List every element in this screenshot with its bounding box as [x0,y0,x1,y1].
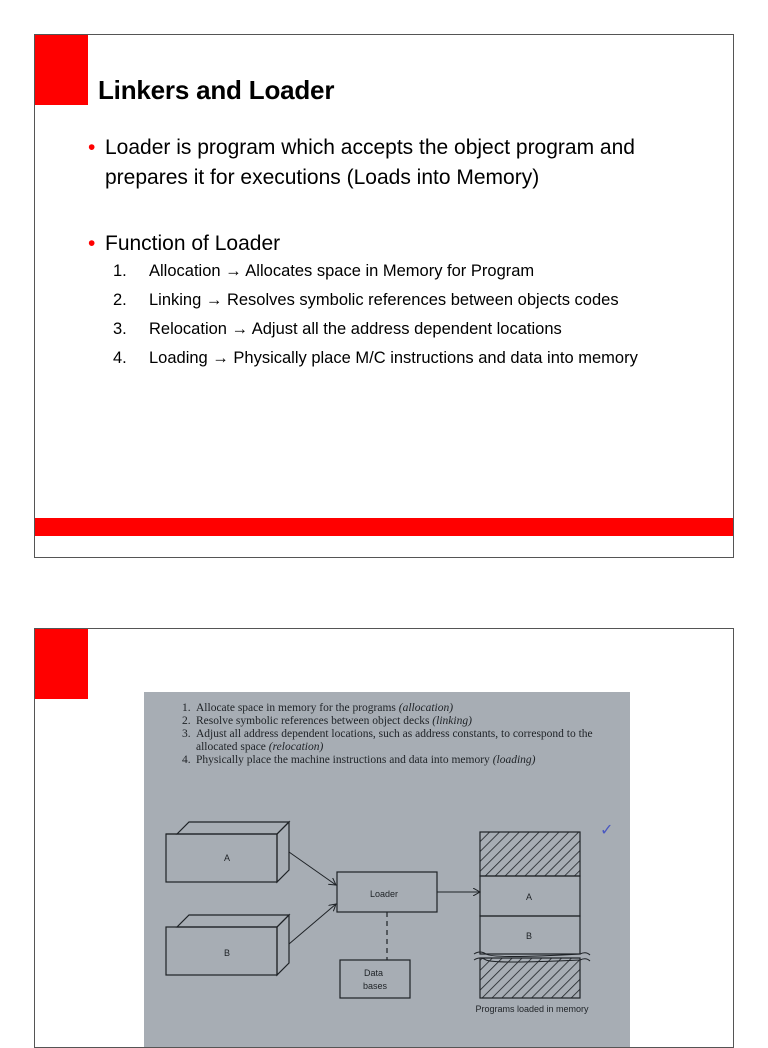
loader-label: Loader [370,889,399,899]
data-bases-label-1: Data [364,968,384,978]
list-number: 3. [182,728,191,740]
red-footer-bar [35,518,733,536]
list-number: 3. [113,320,127,338]
slide-2 [34,628,734,1048]
memory-column [474,832,590,998]
list-number: 2. [113,291,127,309]
list-tag: (loading) [492,754,536,766]
slide-title: Linkers and Loader [98,75,335,105]
list-number: 1. [182,702,191,714]
checkmark-annotation: ✓ [600,822,614,839]
bullet-item [88,229,688,259]
red-corner-block [35,629,88,699]
box-a-label: A [224,853,231,863]
list-text: Loading → Physically place M/C instructions and data into memory [149,349,638,367]
list-tag: (linking) [432,715,472,727]
list-text: Linking → Resolves symbolic references between objects codes [149,291,619,309]
list-text: Relocation → Adjust all the address dependent locations [149,320,562,338]
memory-caption: Programs loaded in memory [475,1004,589,1014]
bullet-marker: • [88,136,96,159]
data-bases-box [340,960,410,998]
object-deck-a [166,822,289,882]
list-number: 2. [182,715,191,727]
slide-1 [34,34,734,558]
arrow-b-to-loader [289,904,336,944]
list-item [103,347,663,370]
list-text: Allocate space in memory for the programs [196,702,399,714]
bullet-item [88,133,688,193]
memory-a-label: A [526,892,533,902]
list-text: Adjust all address dependent locations, such as address constants, to correspond to the allocated space [196,728,593,753]
loader-diagram [144,692,630,1048]
object-deck-b [166,915,289,975]
bullet-text: Loader is program which accepts the object program and prepares it for executions (Loads into Memory) [105,136,635,189]
data-bases-label-2: bases [363,981,388,991]
list-item [103,260,663,283]
memory-b-label: B [526,931,533,941]
list-number: 4. [182,754,191,766]
bullet-text: Function of Loader [105,232,281,255]
red-corner-block [35,35,88,105]
list-text: Allocation → Allocates space in Memory for Program [149,262,535,280]
list-text: Resolve symbolic references between object decks [196,715,433,727]
list-text: Physically place the machine instructions and data into memory [196,754,493,766]
arrow-a-to-loader [289,852,336,885]
loader-functions-list [103,260,663,376]
box-b-label: B [224,948,231,958]
list-number: 4. [113,349,127,367]
list-item [103,318,663,341]
list-item [103,289,663,312]
list-tag: (relocation) [268,741,324,753]
list-number: 1. [113,262,127,280]
bullet-marker: • [88,232,96,255]
list-tag: (allocation) [398,702,454,714]
scanned-book-figure [144,692,630,1048]
loader-box [337,872,437,912]
